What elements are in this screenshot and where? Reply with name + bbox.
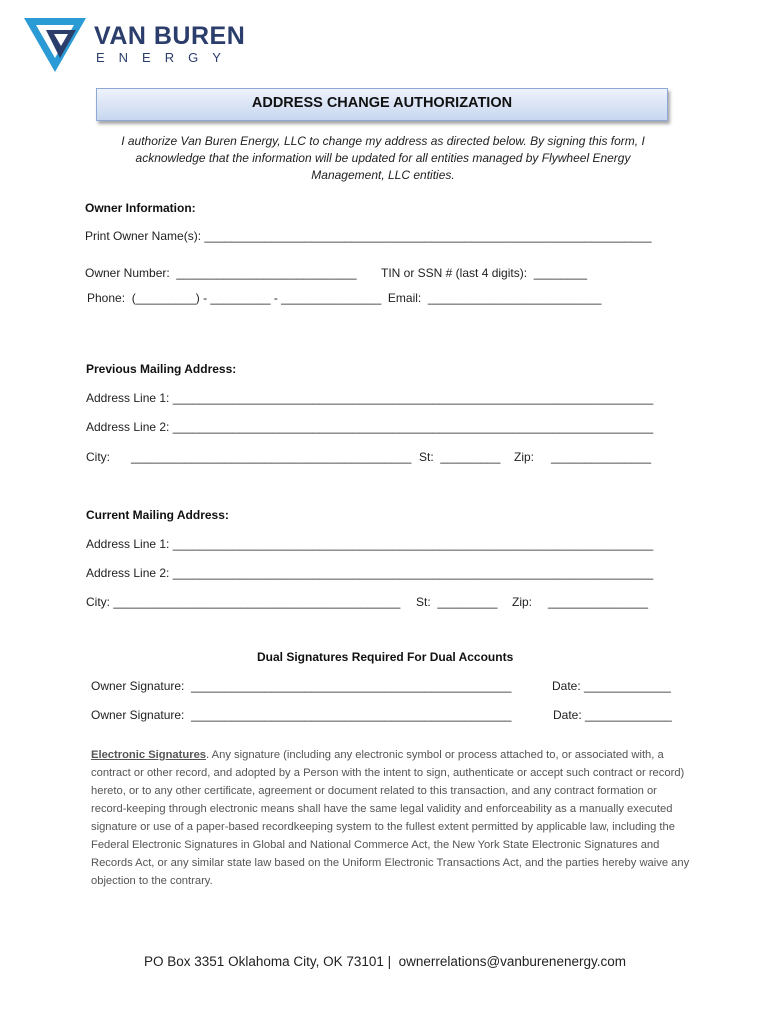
current-address-line2-field[interactable]: Address Line 2: ________________________________________________________________________ [86,566,654,580]
tin-field[interactable]: TIN or SSN # (last 4 digits): ________ [381,266,588,280]
current-state-field[interactable]: St: _________ [416,595,498,609]
electronic-signatures-heading: Electronic Signatures [91,749,207,761]
previous-address-heading: Previous Mailing Address: [86,362,237,376]
owner-signature-2-field[interactable]: Owner Signature: ________________________________________________ [91,708,512,722]
current-zip-label: Zip: [512,595,533,609]
previous-address-line2-field[interactable]: Address Line 2: ________________________________________________________________________ [86,420,654,434]
current-address-line1-field[interactable]: Address Line 1: ________________________________________________________________________ [86,537,654,551]
previous-zip-label: Zip: [514,450,535,464]
footer-contact: PO Box 3351 Oklahoma City, OK 73101 | ownerrelations@vanburenenergy.com [144,954,626,969]
owner-heading: Owner Information: [85,201,196,215]
brand-name: VAN BUREN [94,22,246,50]
van-buren-logo [24,18,86,72]
current-address-heading: Current Mailing Address: [86,508,229,522]
signatures-heading: Dual Signatures Required For Dual Accounts [257,650,514,664]
date-1-field[interactable]: Date: _____________ [552,679,671,693]
electronic-signatures-clause [91,746,691,890]
date-2-field[interactable]: Date: _____________ [553,708,672,722]
page-title: ADDRESS CHANGE AUTHORIZATION [251,95,513,111]
current-zip-field[interactable]: _______________ [548,595,649,609]
previous-address-line1-field[interactable]: Address Line 1: ________________________________________________________________________ [86,391,654,405]
previous-city-label: City: [86,450,110,464]
previous-city-field[interactable]: __________________________________________ [131,450,412,464]
owner-signature-1-field[interactable]: Owner Signature: ________________________________________________ [91,679,512,693]
print-owner-name-field[interactable]: Print Owner Name(s): ___________________________________________________________________ [85,229,652,243]
phone-email-field[interactable]: Phone: (_________) - _________ - _______________ Email: __________________________ [87,291,602,305]
previous-zip-field[interactable]: _______________ [551,450,652,464]
intro-text: I authorize Van Buren Energy, LLC to change my address as directed below. By signing this form, I acknowledge that the information will be updated for all entities managed by Flywheel Energy Management, LLC entities. [121,134,645,182]
title-bar [96,88,668,121]
previous-state-field[interactable]: St: _________ [419,450,501,464]
electronic-signatures-body: . Any signature (including any electronic symbol or process attached to, or associated with, a contract or other record, and adopted by a Person with the intent to sign, authenticate or accept such contract or record) hereto, or to any other certificate, agreement or document related to this transaction, and any contract formation or record-keeping through electronic means shall have the same legal validity and enforceability as a manually executed signature or use of a paper-based recordkeeping system to the fullest extent permitted by applicable law, including the Federal Electronic Signatures in Global and National Commerce Act, the New York State Electronic Signatures and Records Act, or any similar state law based on the Uniform Electronic Transactions Act, and the parties hereby waive any objection to the contrary. [91,749,690,887]
brand-subname: ENERGY [96,50,235,65]
current-city-field[interactable]: City: ___________________________________________ [86,595,401,609]
owner-number-field[interactable]: Owner Number: ___________________________ [85,266,357,280]
